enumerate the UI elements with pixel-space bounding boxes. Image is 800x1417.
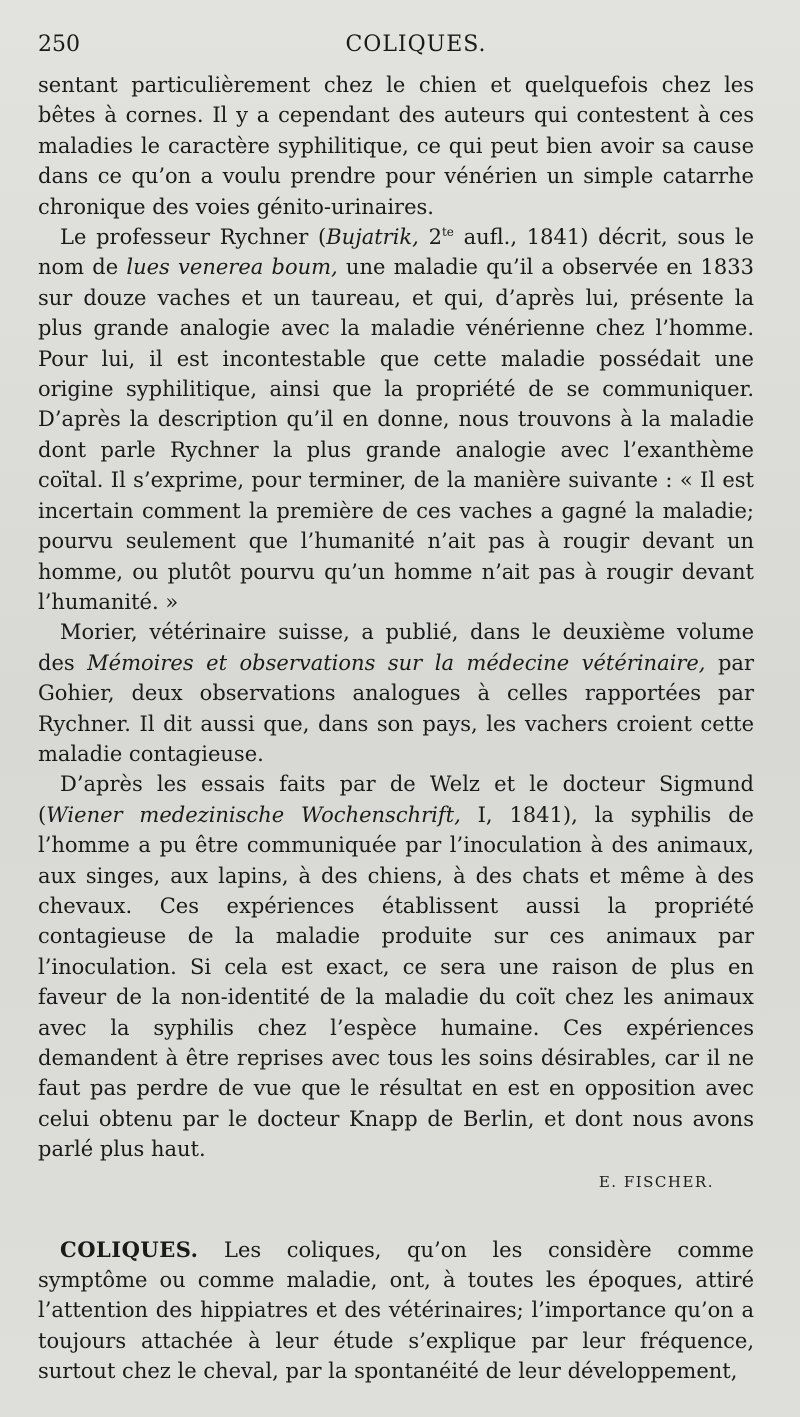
- author-signature: E. FISCHER.: [598, 1172, 714, 1191]
- paragraph-1: sentant particulièrement chez le chien et quelquefois chez les bêtes à cornes. Il y a cependant des auteurs qui contestent à ces maladies le caractère syphilitique, ce qui peut bien avoir sa cause dans ce qu’on a voulu prendre pour vénérien un simple catarrhe chronique des voies génito-urinaires.: [38, 73, 754, 219]
- section-paragraph: COLIQUES. Les coliques, qu’on les considère comme symptôme ou comme maladie, ont, à toutes les époques, attiré l’attention des hippiatres et des vétérinaires; l’importance qu’on a toujours attachée à leur étude s’explique par leur fréquence, surtout chez le cheval, par la spontanéité de leur développement,: [38, 1236, 754, 1384]
- disease-name: lues venerea boum,: [126, 255, 338, 280]
- running-title: COLIQUES.: [345, 32, 487, 57]
- page-number: 250: [38, 32, 80, 57]
- section-heading: COLIQUES.: [60, 1236, 199, 1262]
- paragraph-2: Le professeur Rychner (Bujatrik, $2^{te}$ aufl., 1841) décrit, sous le nom de lues venerea boum, une maladie qu’il a observée en 1833 sur douze vaches et un taureau, et qui, d’après lui, présente la plus grande analogie avec la maladie vénérienne chez l’homme. Pour lui, il est incontestable que cette maladie possédait une origine syphilitique, ainsi que la propriété de se communiquer. D’après la description qu’il en donne, nous trouvons à la maladie dont parle Rychner la plus grande analogie avec l’exanthème coïtal. Il s’exprime, pour terminer, de la manière suivante : « Il est incertain comment la première de ces vaches a gagné la maladie; pourvu seulement que l’humanité n’ait pas à rougir devant un homme, ou plutôt pourvu qu’un homme n’ait pas à rougir devant l’humanité. »: [38, 225, 754, 614]
- running-head: [38, 28, 754, 62]
- paragraph-3: Morier, vétérinaire suisse, a publié, dans le deuxième volume des Mémoires et observations sur la médecine vétérinaire, par Gohier, deux observations analogues à celles rapportées par Rychner. Il dit aussi que, dans son pays, les vachers croient cette maladie contagieuse.: [38, 620, 754, 766]
- paragraph-4: D’après les essais faits par de Welz et le docteur Sigmund (Wiener medezinische Wochenschrift, I, 1841), la syphilis de l’homme a pu être communiquée par l’inoculation à des animaux, aux singes, aux lapins, à des chiens, à des chats et même à des chevaux. Ces expériences établissent aussi la propriété contagieuse de la maladie produite sur ces animaux par l’inoculation. Si cela est exact, ce sera une raison de plus en faveur de la non-identité de la maladie du coït chez les animaux avec la syphilis chez l’espèce humaine. Ces expériences demandent à être reprises avec tous les soins désirables, car il ne faut pas perdre de vue que le résultat en est en opposition avec celui obtenu par le docteur Knapp de Berlin, et dont nous avons parlé plus haut.: [38, 772, 754, 1162]
- citation-title: Wiener medezinische Wochenschrift,: [46, 802, 461, 827]
- body-text: [38, 70, 754, 1387]
- citation-title: Mémoires et observations sur la médecine vétérinaire,: [87, 650, 706, 675]
- citation-title: Bujatrik,: [326, 225, 419, 250]
